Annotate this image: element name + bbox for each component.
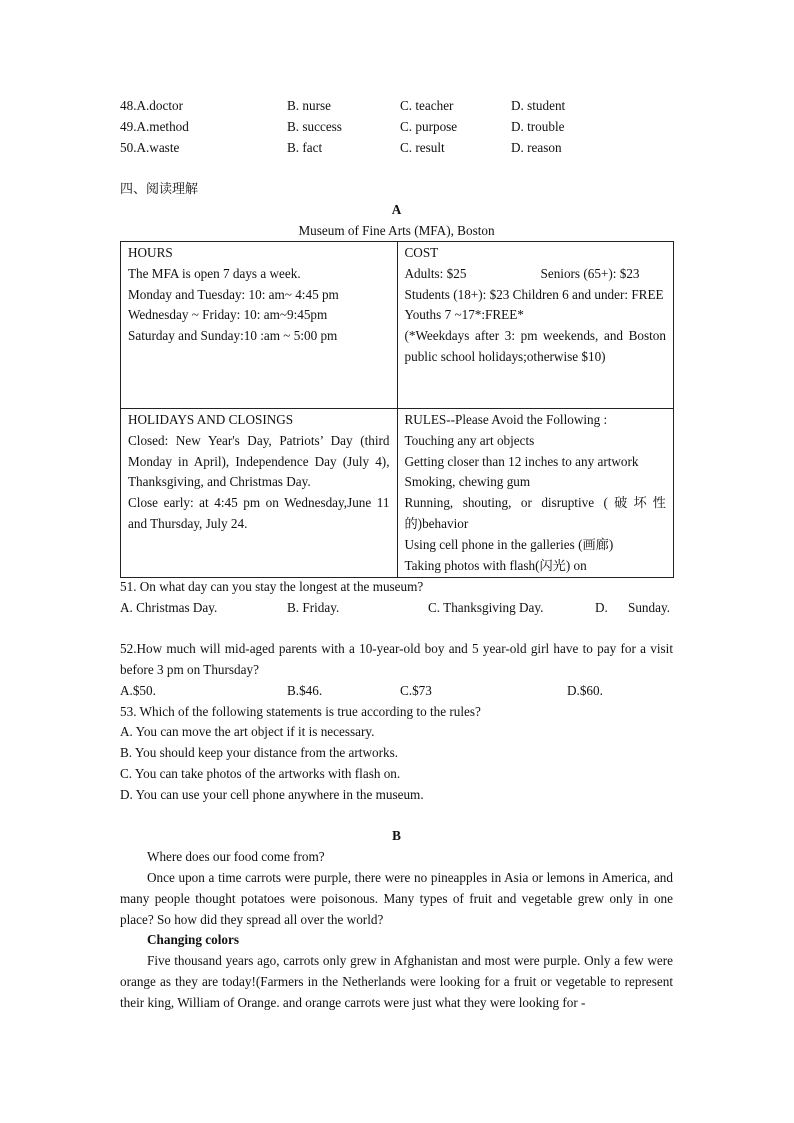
option-a: A. Christmas Day. xyxy=(120,600,218,615)
cost-youths: Youths 7 ~17*:FREE* xyxy=(404,307,524,323)
option-c: C.$73 xyxy=(400,683,432,698)
question-50 xyxy=(120,138,680,158)
q51-options xyxy=(120,598,680,618)
option-d: D. trouble xyxy=(511,119,565,134)
rule-item: Getting closer than 12 inches to any artwork xyxy=(404,453,639,469)
cost-adults-row xyxy=(405,264,667,285)
q51-stem: 51. On what day can you stay the longest at the museum? xyxy=(120,579,424,594)
section-title: 四、阅读理解 xyxy=(120,182,199,197)
passage-b-subheading: Changing colors xyxy=(147,932,239,947)
rule-item: Taking photos with flash(闪光) on xyxy=(404,557,587,573)
cost-heading: COST xyxy=(404,245,439,260)
holidays-cell xyxy=(121,409,398,578)
option-b: B. nurse xyxy=(287,98,331,113)
q53-option-c: C. You can take photos of the artworks with flash on. xyxy=(120,766,401,781)
option-c: C. teacher xyxy=(400,98,454,113)
q52-stem: 52.How much will mid-aged parents with a 10-year-old boy and 5 year-old girl have to pay for a visit before 3 pm on Thursday? xyxy=(120,641,673,677)
passage-b-letter: B xyxy=(392,828,401,843)
q53-option-d: D. You can use your cell phone anywhere in the museum. xyxy=(120,787,424,802)
rule-item: Using cell phone in the galleries (画廊) xyxy=(404,536,614,552)
hours-line: The MFA is open 7 days a week. xyxy=(128,265,301,281)
passage-b-paragraph: Once upon a time carrots were purple, there were no pineapples in Asia or lemons in America, and many people thought potatoes were poisonous. Many types of fruit and vegetable grew only in one place? So how did they spread all over the world? xyxy=(120,870,673,927)
option-b: B. Friday. xyxy=(287,600,340,615)
q53-stem: 53. Which of the following statements is true according to the rules? xyxy=(120,704,481,719)
cost-seniors: Seniors (65+): $23 xyxy=(540,265,640,281)
option-c: C. purpose xyxy=(400,119,458,134)
rules-heading: RULES--Please Avoid the Following : xyxy=(404,412,608,427)
hours-heading: HOURS xyxy=(128,245,173,260)
hours-line: Monday and Tuesday: 10: am~ 4:45 pm xyxy=(128,286,339,302)
cost-cell xyxy=(397,242,674,409)
rule-item: Running, shouting, or disruptive (破坏性的)behavior xyxy=(404,495,666,531)
holidays-close-early: Close early: at 4:45 pm on Wednesday,June 11 and Thursday, July 24. xyxy=(128,495,390,531)
option-d: D. xyxy=(595,600,608,615)
option-d: D. reason xyxy=(511,140,562,155)
mfa-info-table xyxy=(120,241,674,578)
passage-a-letter: A xyxy=(391,202,402,217)
q52-options xyxy=(120,681,680,701)
hours-line: Saturday and Sunday:10 :am ~ 5:00 pm xyxy=(128,328,338,344)
option-a: 49.A.method xyxy=(120,119,189,134)
question-49 xyxy=(120,117,680,137)
passage-b-paragraph: Five thousand years ago, carrots only grew in Afghanistan and most were purple. Only a few were orange as they are today!(Farmers in the Netherlands were looking for a fruit or vegetable to represent their king, William of Orange. and orange carrots were just what they were looking for - xyxy=(120,953,673,1010)
rule-item: Touching any art objects xyxy=(404,432,535,448)
option-b: B. fact xyxy=(287,140,323,155)
option-a: 48.A.doctor xyxy=(120,98,183,113)
rules-cell xyxy=(397,409,674,578)
q53-option-a: A. You can move the art object if it is necessary. xyxy=(120,724,375,739)
rule-item: Smoking, chewing gum xyxy=(404,474,531,490)
q53-option-b: B. You should keep your distance from the artworks. xyxy=(120,745,398,760)
option-c: C. Thanksgiving Day. xyxy=(428,600,544,615)
hours-cell xyxy=(121,242,398,409)
cost-note: (*Weekdays after 3: pm weekends, and Boston public school holidays;otherwise $10) xyxy=(404,328,666,364)
holidays-closed: Closed: New Year's Day, Patriots’ Day (third Monday in April), Independence Day (July 4), Thanksgiving, and Christmas Day. xyxy=(128,432,390,490)
option-d: D.$60. xyxy=(567,683,603,698)
option-c: C. result xyxy=(400,140,445,155)
option-b: B.$46. xyxy=(287,683,323,698)
cost-adults: Adults: $25 xyxy=(404,265,467,281)
question-48 xyxy=(120,96,680,116)
option-a: 50.A.waste xyxy=(120,140,180,155)
passage-a-title: Museum of Fine Arts (MFA), Boston xyxy=(298,223,495,238)
holidays-heading: HOLIDAYS AND CLOSINGS xyxy=(128,412,294,427)
hours-line: Wednesday ~ Friday: 10: am~9:45pm xyxy=(128,307,328,323)
option-a: A.$50. xyxy=(120,683,156,698)
cost-students: Students (18+): $23 Children 6 and under: FREE xyxy=(404,286,664,302)
option-b: B. success xyxy=(287,119,342,134)
passage-b-question: Where does our food come from? xyxy=(147,849,325,864)
option-d-text: Sunday. xyxy=(628,600,671,615)
option-d: D. student xyxy=(511,98,566,113)
